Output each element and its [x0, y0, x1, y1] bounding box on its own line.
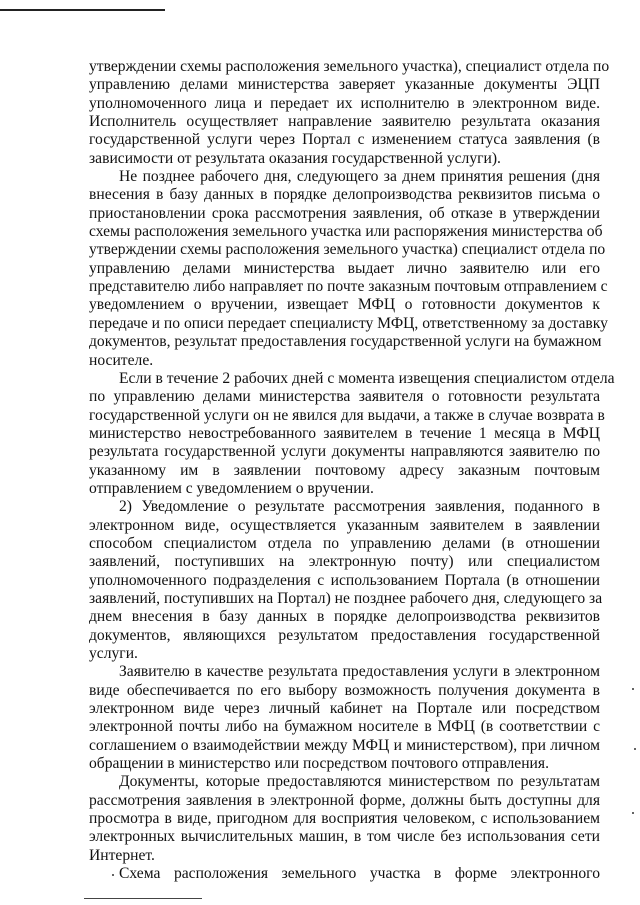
scan-speck	[112, 874, 114, 876]
text-line: заявлений, поступивших на электронную почту) или специалистом	[89, 553, 600, 571]
text-line: утверждении схемы расположения земельного участка), специалист отдела по	[89, 58, 610, 75]
text-line: электронной почты либо на бумажном носителе в МФЦ (в соответствии с	[89, 718, 600, 736]
text-line: утверждении схемы расположения земельного участка) специалист отдела по	[89, 241, 606, 259]
text-line: уполномоченного подразделения с использованием Портала (в отношении	[89, 571, 600, 589]
text-line: днем внесения в базу данных в порядке делопроизводства реквизитов	[89, 608, 600, 626]
text-line: представителю либо направляет по почте заказным почтовым отправлением с	[89, 278, 608, 296]
text-line: Схема расположения земельного участка в форме электронного	[119, 865, 600, 883]
text-line: рассмотрения заявления в электронной форме, должны быть доступны для	[89, 791, 600, 809]
text-line: соглашением о взаимодействии между МФЦ и министерством), при личном	[89, 736, 600, 754]
text-line: Исполнитель осуществляет направление заявителю результата оказания	[89, 113, 600, 131]
text-line: электронном виде через личный кабинет на Портале или посредством	[89, 700, 600, 718]
text-line: электронном виде, осуществляется указанным заявителем в заявлении	[89, 516, 600, 534]
text-line: документов, являющихся результатом предоставления государственной	[89, 626, 600, 644]
text-line: услуги.	[89, 645, 138, 662]
text-line: способом специалистом отдела по управлению делами (в отношении	[89, 534, 600, 552]
text-line: обращении в министерство или посредством почтового отправления.	[89, 755, 549, 773]
text-line: приостановлении срока рассмотрения заявления, об отказе в утверждении	[89, 204, 600, 222]
text-line: по управлению делами министерства заявителя о готовности результата	[89, 388, 600, 406]
top-rule	[0, 9, 165, 11]
text-line: Если в течение 2 рабочих дней с момента извещения специалистом отдела	[119, 369, 615, 387]
text-line: Заявителю в качестве результата предоставления услуги в электронном	[119, 663, 600, 681]
scan-speck	[632, 688, 634, 690]
text-line: государственной услуги через Портал с изменением статуса заявления (в	[89, 131, 600, 149]
text-line: передаче и по описи передает специалисту МФЦ, ответственному за доставку	[89, 314, 608, 332]
text-line: отправлением с уведомлением о вручении.	[89, 479, 374, 497]
text-line: уполномоченного лица и передает их исполнителю в электронном виде.	[89, 94, 600, 112]
text-line: 2) Уведомление о результате рассмотрения заявления, поданного в	[119, 498, 600, 516]
text-line: управлению делами министерства заверяет указанные документы ЭЦП	[89, 76, 600, 94]
text-line: схемы расположения земельного участка или распоряжения министерства об	[89, 223, 603, 241]
text-line: уведомлением о вручении, извещает МФЦ о готовности документов к	[89, 296, 600, 314]
text-line: министерство невостребованного заявителем в течение 1 месяца в МФЦ	[89, 424, 600, 442]
text-line: управлению делами министерства выдает лично заявителю или его	[89, 259, 600, 277]
text-line: заявлений, поступивших на Портал) не позднее рабочего дня, следующего за	[89, 589, 603, 607]
text-line: Интернет.	[89, 846, 155, 864]
text-line: результата государственной услуги документы направляются заявителю по	[89, 443, 600, 461]
text-line: виде обеспечивается по его выбору возможность получения документа в	[89, 681, 600, 699]
text-line: электронных вычислительных машин, в том числе без использования сети	[89, 828, 600, 846]
document-body	[89, 58, 615, 883]
text-line: внесения в базу данных в порядке делопроизводства реквизитов письма о	[89, 186, 600, 204]
text-line: зависимости от результата оказания государственной услуги).	[89, 149, 501, 167]
text-line: Документы, которые предоставляются министерством по результатам	[119, 773, 600, 791]
bottom-rule	[84, 898, 202, 899]
text-line: просмотра в виде, пригодном для восприятия человеком, с использованием	[89, 810, 600, 828]
scan-speck	[634, 748, 636, 750]
text-line: носителе.	[89, 351, 154, 369]
text-line: государственной услуги он не явился для выдачи, а также в случае возврата в	[89, 406, 605, 424]
text-line: Не позднее рабочего дня, следующего за днем принятия решения (дня	[119, 168, 600, 186]
text-line: указанному им в заявлении почтовому адресу заказным почтовым	[89, 461, 600, 479]
text-line: документов, результат предоставления государственной услуги на бумажном	[89, 333, 602, 351]
scan-speck	[632, 812, 634, 814]
